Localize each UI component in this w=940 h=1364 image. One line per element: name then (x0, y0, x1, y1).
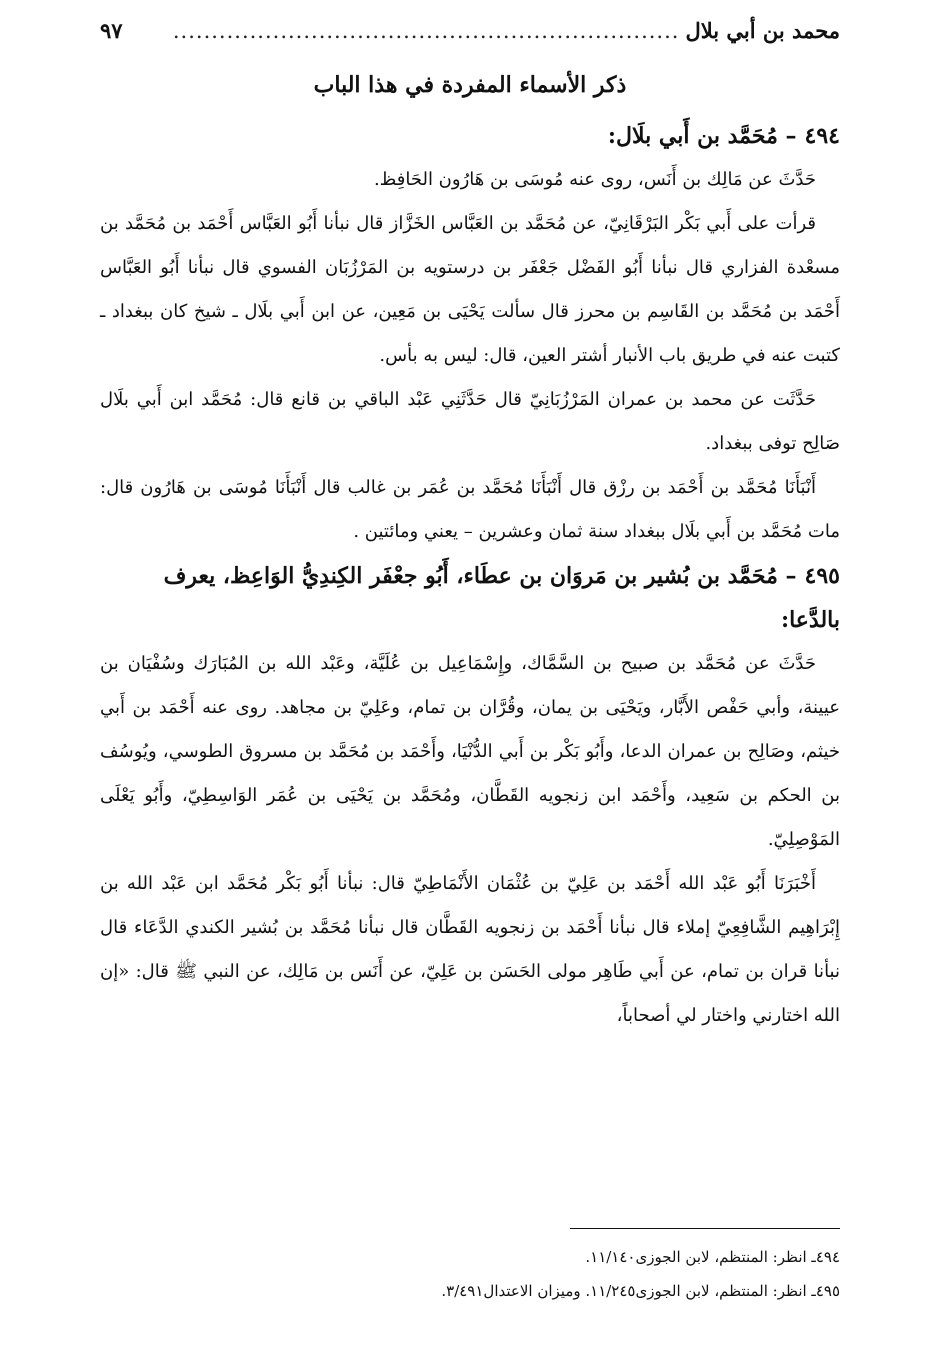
page-number: ٩٧ (100, 18, 123, 43)
entry-number: ٤٩٥ (804, 563, 840, 589)
footnote-separator (570, 1228, 840, 1229)
entry-paragraph: حَدَّثَ عن مَالِك بن أَنَس، روى عنه مُوسَى بن هَارُون الحَافِظ. (373, 169, 816, 190)
entry-heading (100, 554, 840, 642)
running-header-title: محمد بن أبي بلال (685, 18, 840, 43)
entry-paragraph: أَخْبَرَنَا أَبُو عَبْد الله أَحْمَد بن عَلِيّ بن عُثْمَان الأَنْمَاطِيّ قال: نبأنا أَبُو بَكْر مُحَمَّد ابن عَبْد الله بن إِبْرَاهِيم الشَّافِعِيّ إملاء قال نبأنا أَحْمَد بن زنجويه القَطَّان قال نبأنا مُحَمَّد بن بُشير الكندي الدَّعَاء قال نبأنا قران بن تمام، عن أَبي طَاهِر مولى الحَسَن بن عَلِيّ، عن أَنَس بن مَالِك، عن النبي ﷺ قال: «إن الله اختارني واختار لي أصحاباً، (100, 873, 840, 1026)
footnotes (100, 1240, 840, 1308)
document-page (100, 18, 840, 1344)
entry-number: ٤٩٤ (804, 123, 840, 149)
entry-heading (100, 114, 840, 158)
entry-title: – مُحَمَّد بن أَبي بلَال: (607, 123, 797, 149)
running-header (100, 18, 840, 58)
entry-paragraph: حَدَّثَ عن مُحَمَّد بن صبيح بن السَّمَّاك، وإِسْمَاعِيل بن عُلَيَّة، وعَبْد الله بن المُبَارَك وسُفْيَان بن عيينة، وأبي حَفْص الأَبَّار، ويَحْيَى بن يمان، وقُرَّان بن تمام، وعَلِيّ بن مجاهد. روى عنه أَحْمَد بن أَبي خيثم، وصَالِح بن عمران الدعا، وأَبُو بَكْر بن أَبي الدُّنْيَا، وأَحْمَد بن مُحَمَّد بن مسروق الطوسي، ويُوسُف بن الحكم بن سَعِيد، وأَحْمَد ابن زنجويه القَطَّان، ومُحَمَّد بن يَحْيَى بن عُمَر الوَاسِطِيّ، وأَبُو يَعْلَى المَوْصِلِيّ. (100, 653, 840, 850)
entry-paragraph: قرأت على أَبي بَكْر البَرْقَانِيّ، عن مُحَمَّد بن العَبَّاس الخَزَّاز قال نبأنا أَبُو العَبَّاس أَحْمَد بن مُحَمَّد بن مسعْدة الفزاري قال نبأنا أَبُو الفَضْل جَعْفَر بن درستويه بن المَرْزُبَان الفسوي قال نبأنا أَبُو العَبَّاس أَحْمَد بن مُحَمَّد بن القَاسِم بن محرز قال سألت يَحْيَى بن مَعِين، عن ابن أَبي بلَال ـ شيخ كان ببغداد ـ كتبت عنه في طريق باب الأنبار أشتر العين، قال: ليس به بأس. (100, 213, 840, 366)
section-title: ذكر الأسماء المفردة في هذا الباب (313, 72, 627, 98)
footnote: ٤٩٥ـ انظر: المنتظم، لابن الجوزى١١/٢٤٥. وميزان الاعتدال٣/٤٩١. (441, 1282, 840, 1300)
leader-dots: .................................................................. (172, 19, 680, 43)
entry-paragraph: أَنْبَأَنَا مُحَمَّد بن أَحْمَد بن رزْق قال أَنْبَأَنَا مُحَمَّد بن عُمَر بن غالب قال أَنْبَأَنَا مُوسَى بن هَارُون قال: مات مُحَمَّد بن أَبي بلَال ببغداد سنة ثمان وعشرين – يعني ومائتين . (100, 477, 840, 542)
footnote: ٤٩٤ـ انظر: المنتظم، لابن الجوزى١١/١٤٠. (585, 1248, 840, 1266)
entry-title: – مُحَمَّد بن بُشير بن مَروَان بن عطَاء، أَبُو جعْفَر الكِندِيُّ الوَاعِظ، يعرف بالدَّعا: (163, 563, 840, 633)
entry-paragraph: حَدَّثَت عن محمد بن عمران المَرْزُبَانِيّ قال حَدَّثَنِي عَبْد الباقي بن قانع قال: مُحَمَّد ابن أَبي بلَال صَالِح توفى ببغداد. (100, 389, 840, 454)
entry-495 (100, 554, 840, 1038)
entry-494 (100, 114, 840, 554)
